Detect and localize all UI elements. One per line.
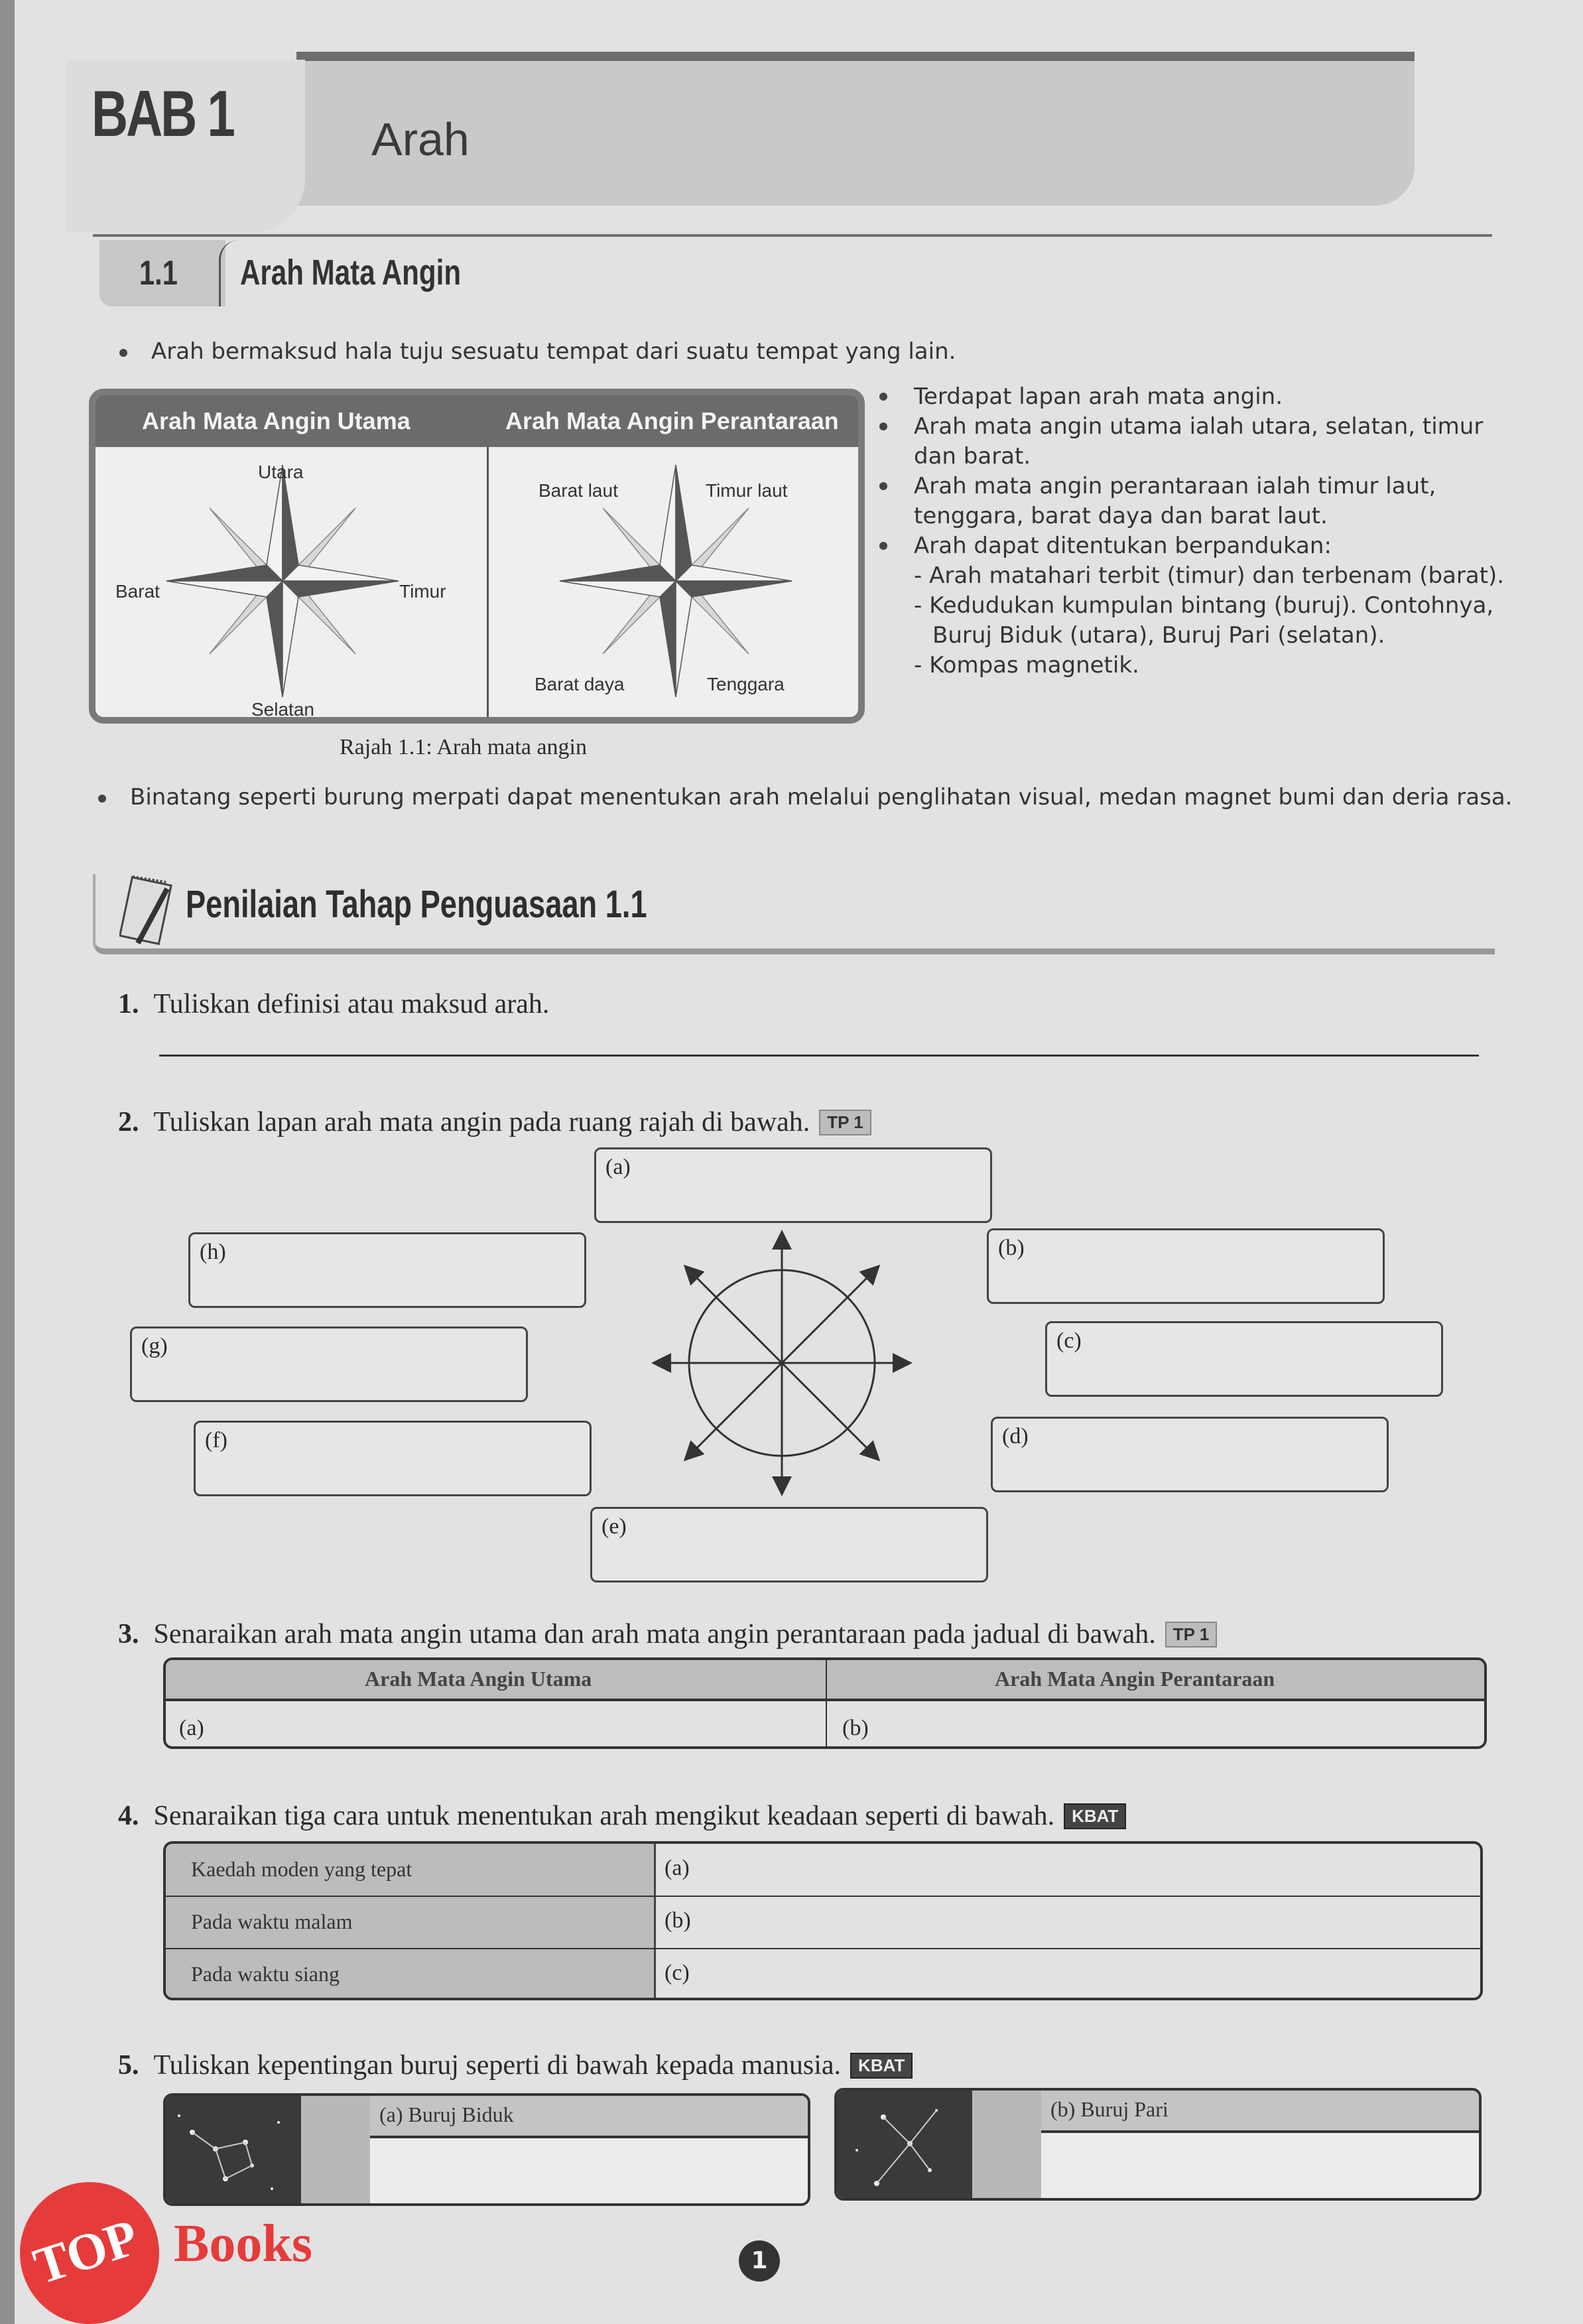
answer-cell-a[interactable]: (a) — [179, 1716, 204, 1740]
box-title: (a) Buruj Biduk — [379, 2102, 514, 2126]
column-header: Arah Mata Angin Utama — [365, 1667, 592, 1691]
row-label: Pada waktu malam — [191, 1909, 353, 1933]
topbooks-logo-books: Books — [174, 2215, 312, 2273]
bullet-icon — [879, 542, 887, 550]
animal-bullet — [98, 783, 1512, 812]
star-constellation-icon — [837, 2091, 972, 2201]
question-1 — [118, 988, 549, 1020]
box-header — [370, 2096, 808, 2138]
box-header — [1041, 2091, 1479, 2133]
tp-badge: TP 1 — [819, 1110, 871, 1135]
answer-cell[interactable]: (a) — [665, 1856, 690, 1880]
box-label: (a) — [605, 1155, 631, 1179]
answer-line[interactable] — [159, 1055, 1479, 1057]
question-text: Senaraikan arah mata angin utama dan arah mata angin perantaraan pada jadual di bawah. — [153, 1619, 1156, 1649]
row-label: Pada waktu siang — [191, 1962, 340, 1986]
methods-table — [163, 1841, 1483, 2000]
row-divider — [166, 1948, 1480, 1949]
directions-table — [163, 1657, 1487, 1749]
question-2 — [118, 1106, 871, 1138]
question-4 — [118, 1800, 1126, 1832]
page-number: 1 — [739, 2240, 780, 2282]
chapter-title: Arah — [371, 113, 470, 165]
col-header-intermediate: Arah Mata Angin Perantaraan — [505, 407, 839, 434]
note-text: Terdapat lapan arah mata angin. — [914, 383, 1283, 410]
assessment-title: Penilaian Tahap Penguasaan 1.1 — [186, 883, 647, 926]
box-label: (e) — [602, 1514, 627, 1539]
note-text: dan barat. — [914, 443, 1031, 470]
answer-box-b[interactable] — [987, 1228, 1385, 1304]
answer-box-c[interactable] — [1045, 1321, 1443, 1397]
note-item — [879, 412, 1516, 442]
tp-badge: TP 1 — [1165, 1622, 1217, 1647]
note-text: Arah mata angin perantaraan ialah timur laut, — [914, 473, 1436, 499]
answer-box-e[interactable] — [590, 1507, 988, 1582]
question-text: Tuliskan definisi atau maksud arah. — [153, 989, 550, 1019]
bullet-icon — [879, 393, 887, 401]
question-text: Senaraikan tiga cara untuk menentukan arah mengikut keadaan seperti di bawah. — [153, 1801, 1055, 1831]
column-divider — [826, 1660, 827, 1746]
table-header — [166, 1660, 1484, 1701]
compass-notes-list — [879, 382, 1516, 680]
topbooks-logo-top: TOP — [27, 2207, 145, 2295]
question-number: 4. — [118, 1801, 139, 1831]
note-item — [879, 382, 1516, 412]
figure-caption: Rajah 1.1: Arah mata angin — [340, 735, 587, 759]
decorative-strip — [301, 2096, 370, 2203]
decorative-strip — [972, 2091, 1041, 2198]
constellation-box-biduk[interactable] — [163, 2093, 810, 2206]
note-text: Arah mata angin utama ialah utara, selatan, timur — [914, 413, 1484, 440]
note-subitem: - Kompas magnetik. — [914, 652, 1139, 678]
question-3 — [118, 1618, 1217, 1650]
compass-arrows-icon — [649, 1227, 927, 1506]
question-number: 1. — [118, 989, 139, 1019]
box-label: (c) — [1056, 1328, 1082, 1353]
notepad-pencil-icon — [119, 869, 179, 948]
note-text: tenggara, barat daya dan barat laut. — [914, 503, 1328, 529]
label-southeast: Tenggara — [707, 674, 785, 694]
intro-bullet-text: Arah bermaksud hala tuju sesuatu tempat dari suatu tempat yang lain. — [151, 338, 956, 365]
answer-box-a[interactable] — [594, 1147, 992, 1223]
bullet-icon — [879, 422, 887, 430]
constellation-box-pari[interactable] — [834, 2088, 1482, 2201]
intro-bullet — [119, 337, 956, 367]
section-title: Arah Mata Angin — [240, 253, 462, 292]
col-header-main: Arah Mata Angin Utama — [142, 407, 411, 434]
note-subitem: Buruj Biduk (utara), Buruj Pari (selatan). — [932, 622, 1385, 649]
kbat-badge: KBAT — [850, 2053, 913, 2079]
note-text: Arah dapat ditentukan berpandukan: — [914, 533, 1332, 559]
label-southwest: Barat daya — [535, 674, 625, 694]
row-divider — [166, 1896, 1480, 1897]
row-label: Kaedah moden yang tepat — [191, 1857, 412, 1881]
page-binding-edge — [0, 0, 15, 2324]
section-divider — [93, 234, 1492, 237]
answer-box-d[interactable] — [991, 1417, 1389, 1492]
question-5 — [118, 2049, 913, 2081]
note-subitem: - Kedudukan kumpulan bintang (buruj). Contohnya, — [914, 592, 1494, 619]
box-title: (b) Buruj Pari — [1050, 2097, 1169, 2121]
label-north: Utara — [258, 462, 304, 482]
answer-cell-b[interactable]: (b) — [842, 1716, 869, 1740]
bullet-icon — [119, 349, 127, 357]
kbat-badge: KBAT — [1064, 1803, 1126, 1829]
constellation-image-pari — [837, 2091, 972, 2198]
note-item — [879, 531, 1516, 561]
compass-figure-table — [89, 389, 865, 724]
answer-cell[interactable]: (b) — [665, 1908, 691, 1933]
box-label: (h) — [200, 1240, 226, 1264]
star-constellation-icon — [166, 2096, 301, 2206]
bullet-icon — [98, 795, 106, 803]
compass-table-header — [95, 395, 858, 447]
box-label: (g) — [141, 1334, 168, 1358]
answer-box-g[interactable] — [130, 1326, 528, 1402]
label-south: Selatan — [251, 699, 314, 720]
box-label: (d) — [1002, 1424, 1029, 1449]
box-label: (f) — [205, 1428, 227, 1452]
label-west: Barat — [115, 581, 160, 602]
answer-box-h[interactable] — [188, 1232, 586, 1308]
answer-box-f[interactable] — [194, 1421, 592, 1496]
animal-bullet-text: Binatang seperti burung merpati dapat menentukan arah melalui penglihatan visual, medan magnet bumi dan deria rasa. — [130, 784, 1513, 810]
question-number: 3. — [118, 1619, 139, 1649]
question-text: Tuliskan kepentingan buruj seperti di bawah kepada manusia. — [153, 2050, 842, 2081]
question-text: Tuliskan lapan arah mata angin pada ruang rajah di bawah. — [153, 1107, 810, 1137]
chapter-label: BAB 1 — [92, 77, 233, 150]
bullet-icon — [879, 482, 887, 490]
constellation-image-biduk — [166, 2096, 301, 2203]
answer-cell[interactable]: (c) — [665, 1961, 690, 1985]
box-label: (b) — [998, 1236, 1025, 1260]
note-subitem: - Arah matahari terbit (timur) dan terbenam (barat). — [914, 562, 1505, 589]
section-number: 1.1 — [139, 254, 178, 292]
label-east: Timur — [399, 581, 446, 602]
question-number: 2. — [118, 1107, 139, 1137]
note-item — [879, 472, 1516, 501]
column-header: Arah Mata Angin Perantaraan — [995, 1667, 1275, 1691]
label-northwest: Barat laut — [538, 480, 618, 501]
question-number: 5. — [118, 2050, 139, 2081]
label-northeast: Timur laut — [706, 480, 788, 501]
